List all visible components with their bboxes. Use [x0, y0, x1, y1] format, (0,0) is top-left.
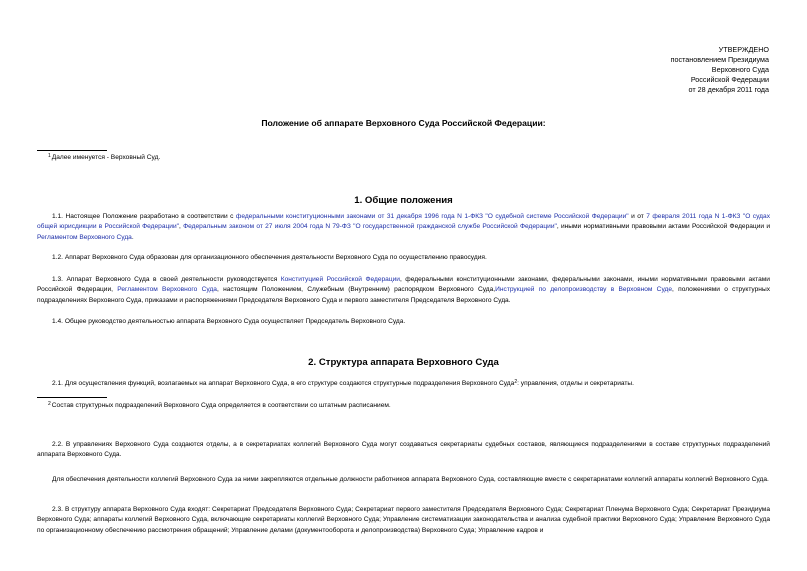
- approval-line-1: УТВЕРЖДЕНО: [718, 45, 769, 54]
- approval-block: [671, 45, 769, 95]
- paragraph-1-2: 1.2. Аппарат Верховного Суда образован для организационного обеспечения деятельности Верховного Суда по осуществлению правосудия.: [52, 254, 487, 261]
- link-reglament-2[interactable]: Регламентом Верховного Суда: [117, 286, 217, 294]
- link-fz-79[interactable]: Федеральным законом от 27 июля 2004 года N 79-ФЗ "О государственной гражданской службе Российской Федерации": [183, 223, 557, 231]
- p2-1-text-a: 2.1. Для осуществления функций, возлагаемых на аппарат Верховного Суда, в его структуре создаются структурные подразделения Верховного Суда: [52, 380, 515, 387]
- p1-1-text-c: ,: [179, 223, 184, 231]
- paragraph-2-1: [37, 377, 770, 389]
- footnote-2: [48, 401, 391, 409]
- link-reglament[interactable]: Регламентом Верховного Суда: [37, 233, 132, 241]
- link-instruction[interactable]: Инструкцией по делопроизводству в Верховном Суде: [495, 286, 673, 294]
- approval-line-3: Верховного Суда: [711, 65, 769, 74]
- approval-line-2: постановлением Президиума: [670, 55, 769, 64]
- p1-3-text-c: , настоящим Положением, Служебным (Внутренним) распорядком Верховного Суда,: [216, 286, 496, 294]
- footnote-2-text: Состав структурных подразделений Верховного Суда определяется в соответствии со штатным расписанием.: [51, 402, 391, 409]
- link-fkz-2011[interactable]: 7 февраля 2011 года N 1-ФКЗ "О судах общей юрисдикции в Российской Федерации": [37, 213, 770, 231]
- p1-1-text-b: и от: [628, 213, 647, 220]
- footnote-1-mark: 1: [48, 153, 51, 159]
- footnote-1: [48, 153, 160, 161]
- footnote-2-mark: 2: [48, 401, 51, 407]
- p1-1-text-e: .: [131, 233, 134, 241]
- paragraph-2-3: 2.3. В структуру аппарата Верховного Суда входят: Секретариат Председателя Верховного Суда; Секретариат первого заместителя Председателя Верховного Суда; Секретариат Пленума Верховного Суда; Секретариат Президиума Верховного Суда; аппараты коллегий Верховного Суда, включающие секретариаты коллегий Верховного Суда; Управление систематизации законодательства и анализа судебной практики Верховного Суда; Управление Верховного Суда по организационному обеспечению рассмотрения обращений; Управление делами (документооборота и делопроизводства) Верховного Суда; Управление кадров и: [37, 506, 770, 534]
- p1-3-text-b: , федеральными конституционными законами, федеральными законами, иными нормативными правовыми актами Российской Федерации,: [37, 276, 770, 294]
- p1-3-text-d: , положениями о структурных подразделениях Верховного Суда, приказами и распоряжениями Председателя Верховного Суда и первого заместителя Председателя Верховного Суда.: [37, 286, 770, 304]
- footnote-divider: [37, 150, 107, 151]
- link-constitution[interactable]: Конституцией Российской Федерации: [280, 276, 400, 283]
- paragraph-2-2b: Для обеспечения деятельности коллегий Верховного Суда за ними закрепляются отдельные должности работников аппарата Верховного Суда, составляющие вместе с секретариатами коллегий аппараты коллегий Верховного Суда.: [52, 476, 769, 483]
- paragraph-1-4: 1.4. Общее руководство деятельностью аппарата Верховного Суда осуществляет Председатель Верховного Суда.: [52, 318, 406, 325]
- document-title: Положение об аппарате Верховного Суда Российской Федерации:: [261, 118, 546, 128]
- paragraph-1-1: [37, 212, 770, 243]
- footnote-2-ref[interactable]: 2: [514, 379, 518, 385]
- paragraph-1-3: [37, 275, 770, 306]
- approval-line-5: от 28 декабря 2011 года: [688, 85, 769, 94]
- p2-1-text-b: : управления, отделы и секретариаты.: [517, 380, 634, 387]
- section-2-heading: 2. Структура аппарата Верховного Суда: [308, 357, 499, 368]
- p1-3-text-a: 1.3. Аппарат Верховного Суда в своей деятельности руководствуется: [52, 276, 281, 283]
- approval-line-4: Российской Федерации: [690, 75, 769, 84]
- p1-1-text-d: , иными нормативными правовыми актами Российской Федерации и: [556, 223, 771, 231]
- section-1-heading: 1. Общие положения: [354, 195, 453, 206]
- link-fkz-1996[interactable]: федеральными конституционными законами от 31 декабря 1996 года N 1-ФКЗ "О судебной системе Российской Федерации": [235, 213, 629, 220]
- footnote-divider-2: [37, 397, 107, 398]
- p1-1-text-a: 1.1. Настоящее Положение разработано в соответствии с: [52, 213, 236, 220]
- footnote-1-text: Далее именуется - Верховный Суд.: [51, 154, 161, 161]
- paragraph-2-2: 2.2. В управлениях Верховного Суда создаются отделы, а в секретариатах коллегий Верховного Суда могут создаваться секретариаты судебных составов, являющиеся подразделениями в составе структурных подразделений аппарата Верховного Суда.: [37, 441, 770, 459]
